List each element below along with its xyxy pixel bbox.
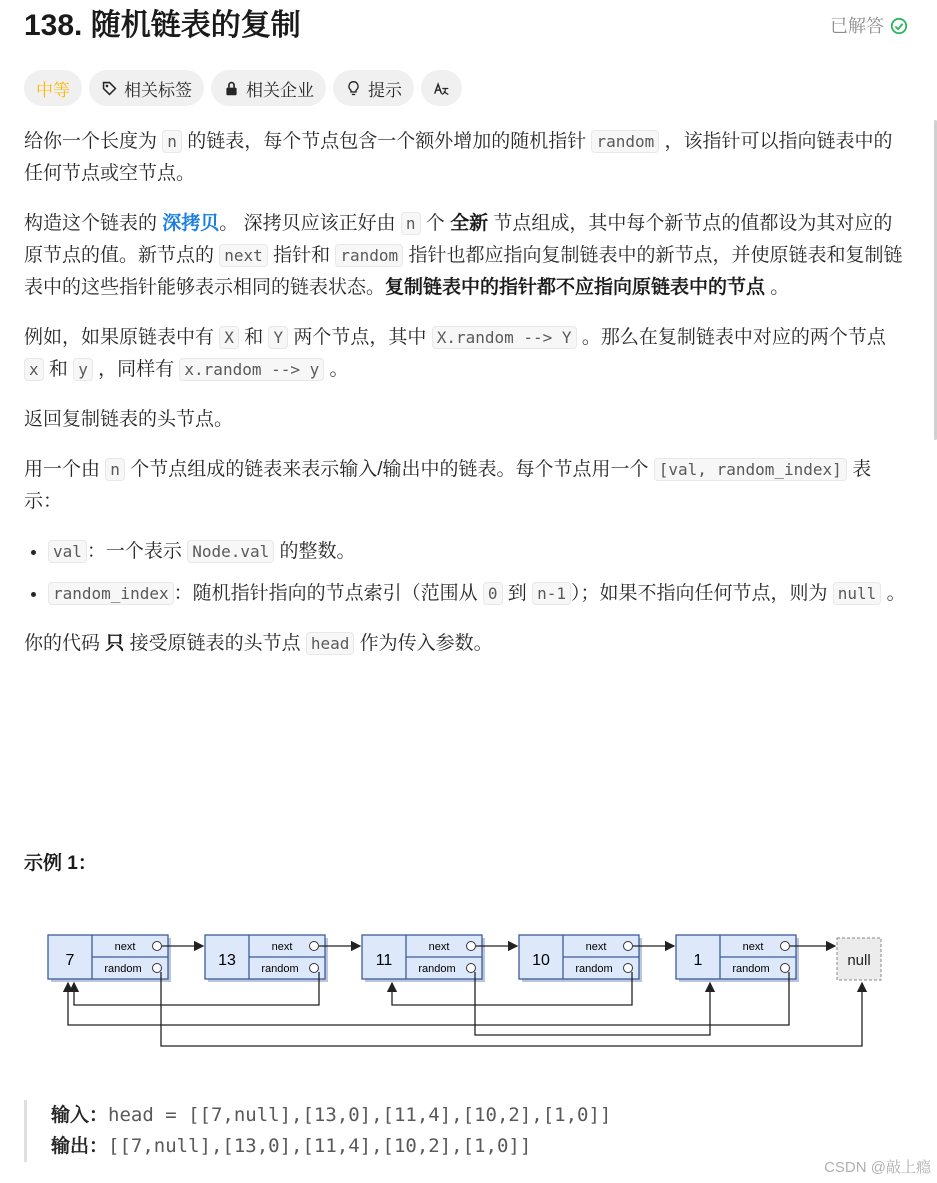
- list-node: [205, 935, 360, 982]
- related-tags-button[interactable]: [89, 70, 204, 106]
- random-label: random: [732, 963, 770, 975]
- random-label: random: [261, 963, 299, 975]
- example-input: 输入：head = [[7,null],[13,0],[11,4],[10,2],[1,0]]: [51, 1104, 612, 1126]
- tag-bar: [24, 70, 462, 106]
- lightbulb-icon: [345, 80, 362, 97]
- next-label: next: [114, 941, 136, 953]
- node-value: 11: [375, 952, 393, 969]
- tag-icon: [101, 80, 118, 97]
- random-label: random: [104, 963, 142, 975]
- desc-p2: 构造这个链表的 深拷贝。 深拷贝应该正好由 n 个 全新 节点组成，其中每个新节点的值都设为其对应的原节点的值。新节点的 next 指针和 random 指针也都应指向复制链表中的新节点，并使原链表和复制链表中的这些指针能够表示相同的链表状态。复制链表中的指针都不应指向原链表中的节点 。: [24, 213, 903, 298]
- translate-button[interactable]: [421, 70, 462, 106]
- list-node: [362, 935, 517, 982]
- check-circle-icon: [890, 17, 908, 35]
- desc-p5: 用一个由 n 个节点组成的链表来表示输入/输出中的链表。每个节点用一个 [val, random_index] 表示：: [24, 459, 872, 512]
- title-row: [24, 6, 908, 46]
- desc-p1: 给你一个长度为 n 的链表，每个节点包含一个额外增加的随机指针 random ，该指针可以指向链表中的任何节点或空节点。: [24, 131, 893, 184]
- lock-icon: [223, 80, 240, 97]
- translate-icon: [433, 80, 450, 97]
- page-title[interactable]: 138. 随机链表的复制: [24, 9, 301, 42]
- watermark: CSDN @敲上瘾: [824, 1159, 931, 1176]
- next-label: next: [271, 941, 293, 953]
- node-value: 7: [65, 952, 75, 969]
- list-item: • random_index ：随机指针指向的节点索引（范围从 0 到 n-1 ）；如果不指向任何节点，则为 null 。: [48, 578, 908, 610]
- list-node: [519, 935, 674, 982]
- example-title: 示例 1：: [24, 853, 97, 874]
- desc-p6: 你的代码 只 接受原链表的头节点 head 作为传入参数。: [24, 633, 493, 654]
- related-companies-button[interactable]: [211, 70, 326, 106]
- list-node: [676, 935, 835, 982]
- next-label: next: [428, 941, 450, 953]
- solved-label: 已解答: [830, 16, 884, 36]
- desc-p3: 例如，如果原链表中有 X 和 Y 两个节点，其中 X.random --> Y 。那么在复制链表中对应的两个节点 x 和 y ，同样有 x.random --> y 。: [24, 327, 886, 380]
- null-label: null: [847, 952, 871, 969]
- deep-copy-link[interactable]: 深拷贝: [162, 213, 220, 234]
- node-value: 10: [532, 952, 550, 969]
- null-node: [837, 938, 881, 980]
- hint-label: 提示: [368, 80, 402, 100]
- problem-description: [24, 126, 908, 678]
- node-value: 13: [218, 952, 236, 969]
- list-item: • val ：一个表示 Node.val 的整数。: [48, 536, 908, 568]
- difficulty-badge[interactable]: [24, 70, 82, 106]
- linked-list-diagram: [22, 925, 892, 1055]
- example-io: [24, 1100, 611, 1162]
- random-label: random: [575, 963, 613, 975]
- difficulty-label: 中等: [36, 80, 70, 100]
- next-label: next: [585, 941, 607, 953]
- node-value: 1: [693, 952, 703, 969]
- field-list: [24, 536, 908, 610]
- next-label: next: [742, 941, 764, 953]
- related-companies-label: 相关企业: [246, 80, 314, 100]
- example-output: 输出：[[7,null],[13,0],[11,4],[10,2],[1,0]]: [51, 1135, 532, 1157]
- solved-status: [830, 12, 908, 40]
- list-node: [48, 935, 203, 982]
- desc-p4: 返回复制链表的头节点。: [24, 409, 234, 430]
- related-tags-label: 相关标签: [124, 80, 192, 100]
- random-label: random: [418, 963, 456, 975]
- hint-button[interactable]: [333, 70, 414, 106]
